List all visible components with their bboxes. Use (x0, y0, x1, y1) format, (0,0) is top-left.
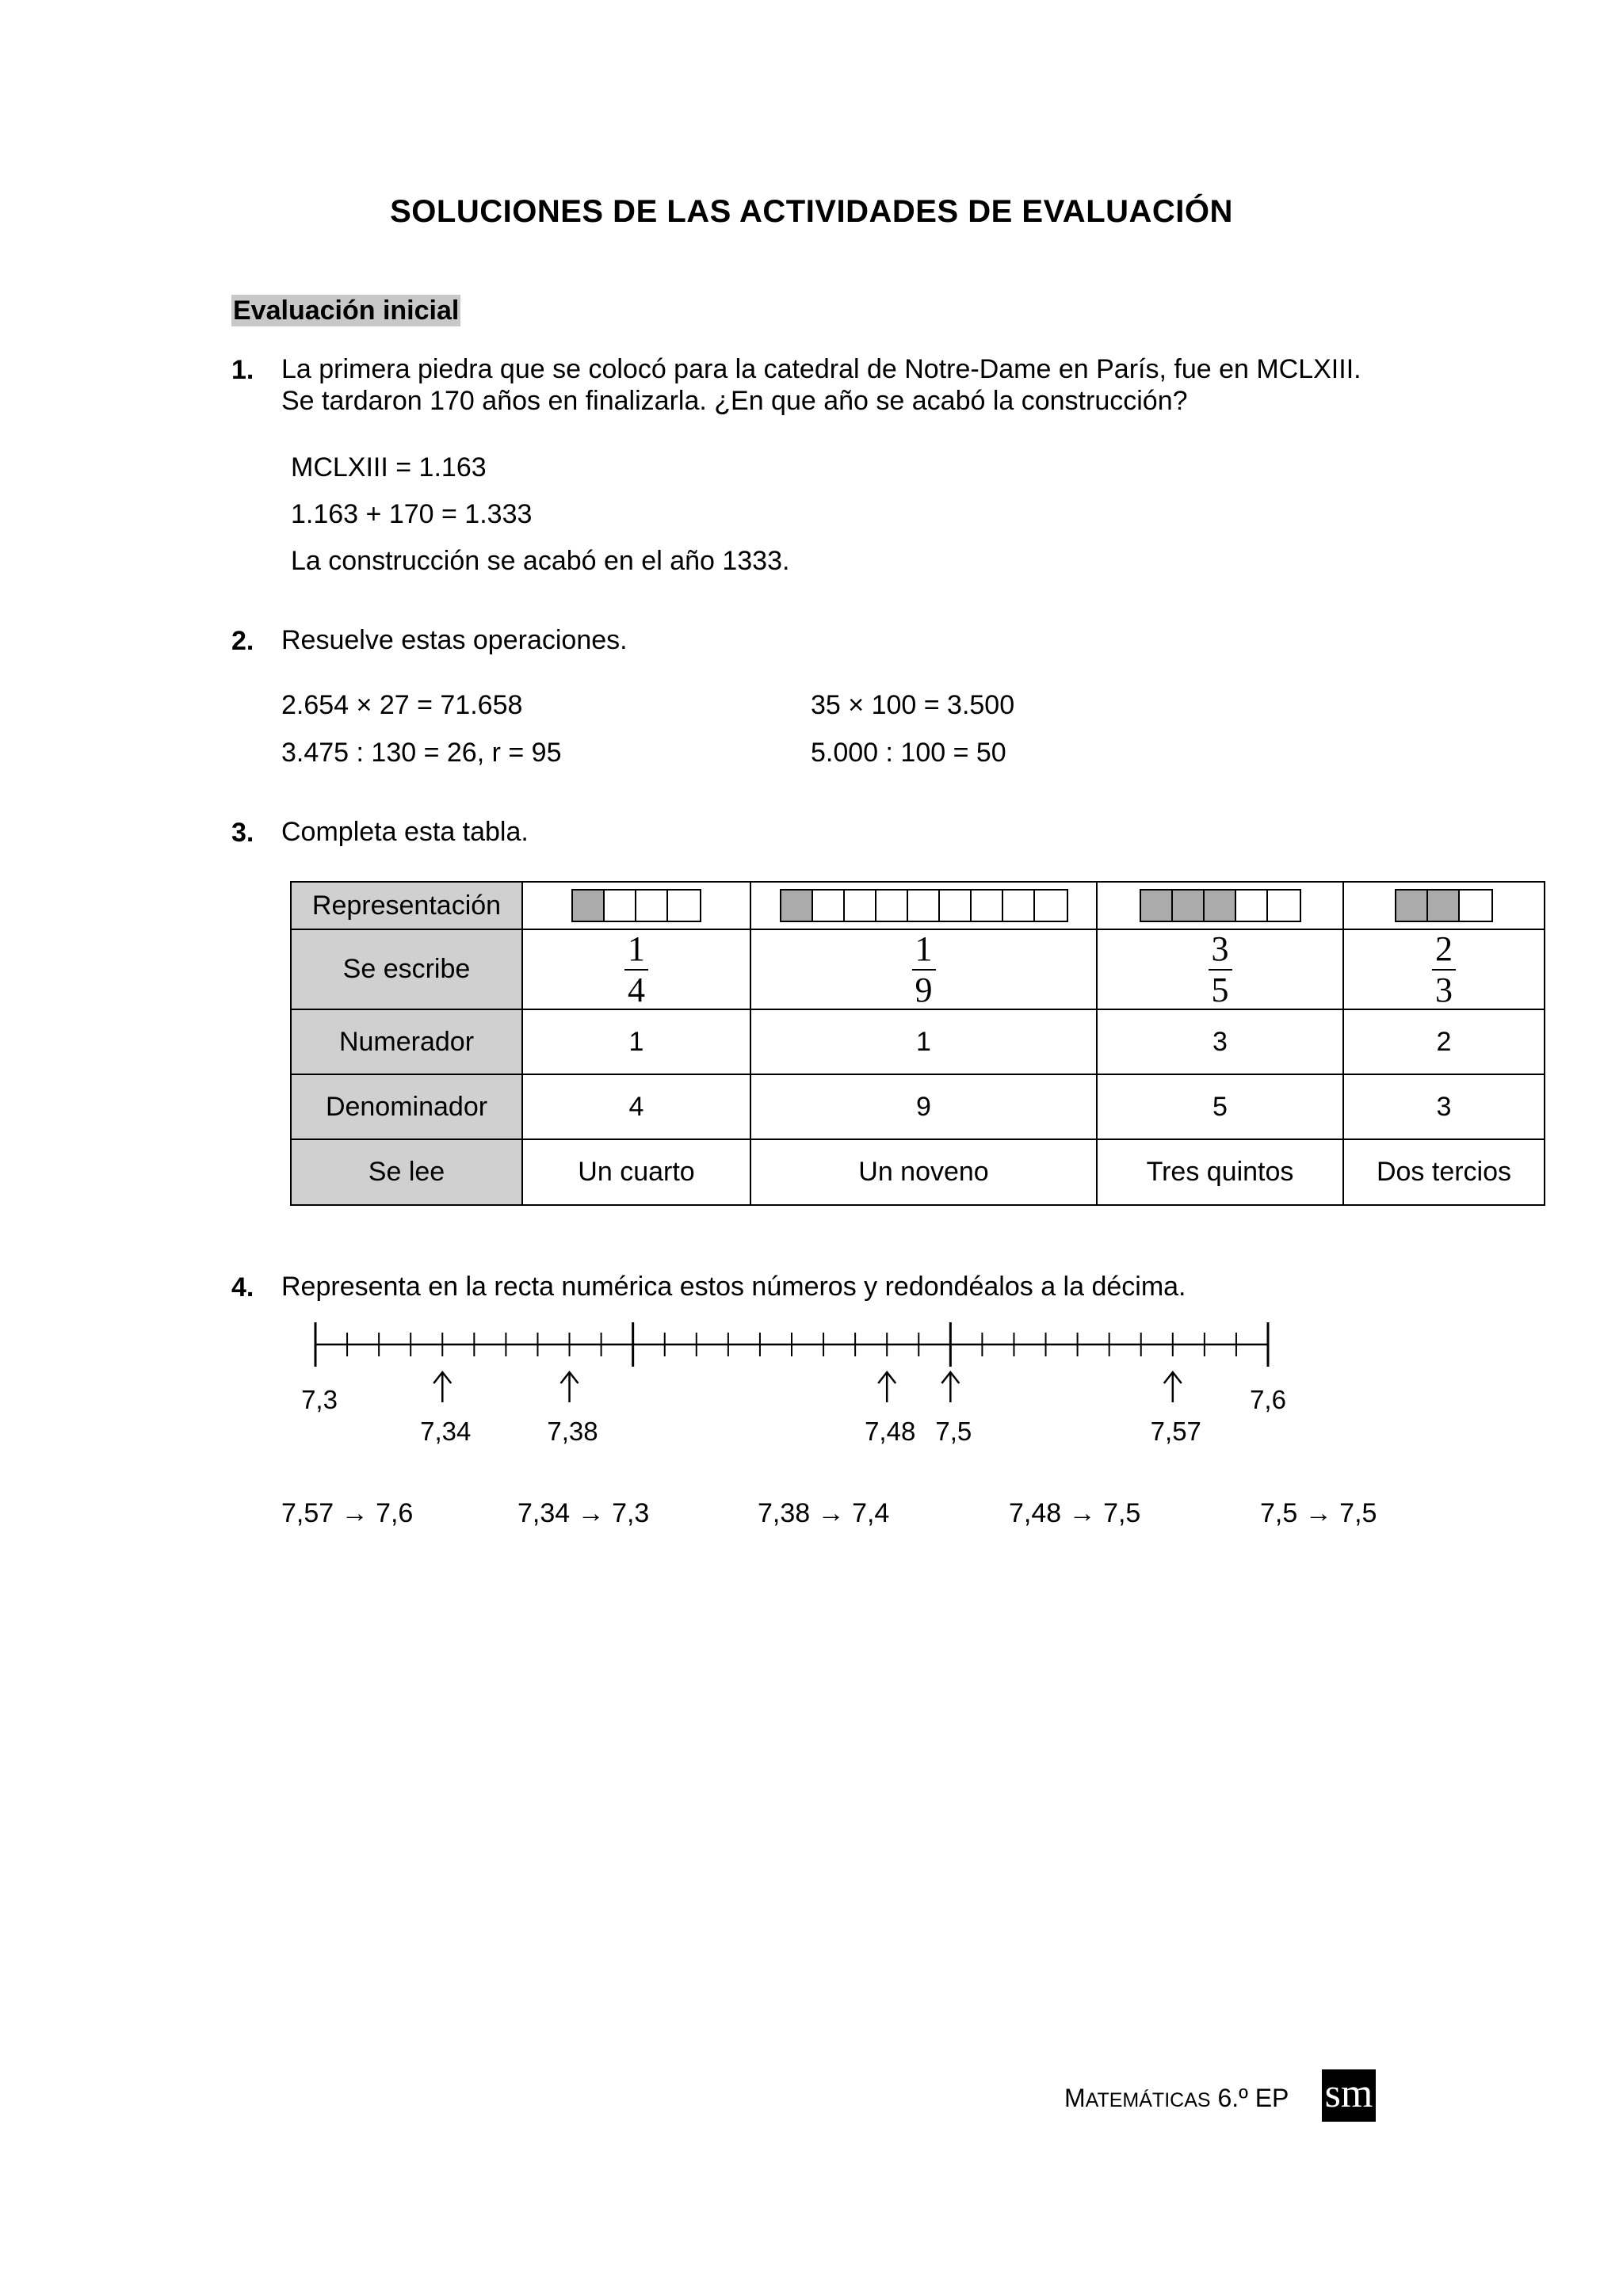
fraction-table (290, 881, 1545, 1206)
empty-segment (605, 891, 636, 921)
question-number-4: 4. (231, 1272, 254, 1302)
question-number-1: 1. (231, 355, 254, 385)
numerator-cell: 1 (522, 1009, 750, 1074)
row-header-denominador: Denominador (291, 1074, 522, 1139)
empty-segment (636, 891, 668, 921)
row-representacion (291, 882, 1545, 929)
row-header-representacion: Representación (291, 882, 522, 929)
fraction (624, 931, 648, 1009)
shaded-segment (1396, 891, 1428, 921)
operation-3: 3.475 : 130 = 26, r = 95 (281, 738, 562, 768)
fraction-cell (1343, 929, 1545, 1009)
number-line (0, 1315, 1623, 1458)
rounding-5: 7,5 → 7,5 (1260, 1498, 1377, 1528)
denominator-cell: 9 (750, 1074, 1097, 1139)
fraction-denominator: 4 (628, 970, 645, 1009)
publisher-logo: sm (1322, 2069, 1376, 2122)
numerator-cell: 1 (750, 1009, 1097, 1074)
row-header-numerador: Numerador (291, 1009, 522, 1074)
number-line-marker (865, 1372, 915, 1446)
fraction-denominator: 5 (1211, 970, 1229, 1009)
shaded-segment (1428, 891, 1460, 921)
number-line-point-label: 7,38 (547, 1417, 598, 1446)
fraction-numerator: 2 (1435, 929, 1453, 968)
empty-segment (972, 891, 1003, 921)
shaded-segment (573, 891, 605, 921)
fraction-bar (780, 889, 1068, 922)
footer-grade: 6.º EP (1217, 2084, 1289, 2112)
reading-cell: Un cuarto (522, 1139, 750, 1205)
empty-segment (1268, 891, 1300, 921)
question-2-prompt: Resuelve estas operaciones. (281, 625, 628, 655)
footer-initial: M (1064, 2084, 1086, 2112)
representation-cell (1097, 882, 1343, 929)
fraction-cell (750, 929, 1097, 1009)
fraction-bar (571, 889, 701, 922)
fraction (1432, 931, 1456, 1009)
number-line-point-label: 7,34 (420, 1417, 472, 1446)
number-line-point-label: 7,48 (865, 1417, 916, 1446)
denominator-cell: 5 (1097, 1074, 1343, 1139)
shaded-segment (1141, 891, 1173, 921)
rounding-2: 7,34 → 7,3 (517, 1498, 650, 1528)
shaded-segment (1205, 891, 1236, 921)
operation-1: 2.654 × 27 = 71.658 (281, 690, 523, 720)
numerator-cell: 2 (1343, 1009, 1545, 1074)
number-line-point-label: 7,5 (935, 1417, 972, 1446)
page-title: SOLUCIONES DE LAS ACTIVIDADES DE EVALUACIÓN (390, 194, 1233, 229)
rounding-3: 7,38 → 7,4 (758, 1498, 890, 1528)
number-line-start-label: 7,3 (301, 1385, 338, 1414)
empty-segment (940, 891, 972, 921)
numerator-cell: 3 (1097, 1009, 1343, 1074)
question-number-2: 2. (231, 626, 254, 656)
empty-segment (1003, 891, 1035, 921)
fraction-cell (1097, 929, 1343, 1009)
fraction-bar (1140, 889, 1301, 922)
empty-segment (845, 891, 876, 921)
representation-cell (750, 882, 1097, 929)
number-line-marker (420, 1372, 471, 1446)
reading-cell: Tres quintos (1097, 1139, 1343, 1205)
operation-2: 35 × 100 = 3.500 (811, 690, 1015, 720)
fraction-numerator: 1 (628, 929, 645, 968)
operation-4: 5.000 : 100 = 50 (811, 738, 1006, 768)
footer-subject (1064, 2084, 1289, 2113)
question-1-answer-2: 1.163 + 170 = 1.333 (291, 499, 533, 529)
row-se-escribe (291, 929, 1545, 1009)
question-1-line-2: Se tardaron 170 años en finalizarla. ¿En que año se acabó la construcción? (281, 386, 1188, 416)
fraction-numerator: 1 (915, 929, 933, 968)
question-number-3: 3. (231, 818, 254, 848)
row-se-lee (291, 1139, 1545, 1205)
empty-segment (813, 891, 845, 921)
empty-segment (1236, 891, 1268, 921)
number-line-marker (1151, 1372, 1201, 1446)
footer-subject-rest: ATEMÁTICAS (1085, 2089, 1211, 2111)
question-1-answer-3: La construcción se acabó en el año 1333. (291, 546, 790, 576)
row-numerador (291, 1009, 1545, 1074)
number-line-end-label: 7,6 (1250, 1385, 1286, 1414)
representation-cell (1343, 882, 1545, 929)
question-1-answer-1: MCLXIII = 1.163 (291, 452, 487, 482)
shaded-segment (1173, 891, 1205, 921)
number-line-marker (935, 1372, 972, 1446)
reading-cell: Un noveno (750, 1139, 1097, 1205)
section-heading: Evaluación inicial (233, 296, 460, 326)
denominator-cell: 4 (522, 1074, 750, 1139)
empty-segment (668, 891, 700, 921)
representation-cell (522, 882, 750, 929)
fraction (912, 931, 936, 1009)
rounding-1: 7,57 → 7,6 (281, 1498, 414, 1528)
fraction-denominator: 3 (1435, 970, 1453, 1009)
number-line-point-label: 7,57 (1150, 1417, 1201, 1446)
row-header-se-lee: Se lee (291, 1139, 522, 1205)
question-4-prompt: Representa en la recta numérica estos números y redondéalos a la décima. (281, 1272, 1186, 1302)
row-denominador (291, 1074, 1545, 1139)
empty-segment (1460, 891, 1491, 921)
number-line-marker (547, 1372, 598, 1446)
row-header-se-escribe: Se escribe (291, 929, 522, 1009)
fraction-bar (1395, 889, 1493, 922)
rounding-4: 7,48 → 7,5 (1009, 1498, 1141, 1528)
empty-segment (1035, 891, 1067, 921)
question-1-line-1: La primera piedra que se colocó para la catedral de Notre-Dame en París, fue en MCLXIII. (281, 354, 1361, 384)
fraction-denominator: 9 (915, 970, 933, 1009)
fraction (1209, 931, 1232, 1009)
empty-segment (876, 891, 908, 921)
fraction-numerator: 3 (1211, 929, 1229, 968)
reading-cell: Dos tercios (1343, 1139, 1545, 1205)
fraction-cell (522, 929, 750, 1009)
shaded-segment (781, 891, 813, 921)
denominator-cell: 3 (1343, 1074, 1545, 1139)
question-3-prompt: Completa esta tabla. (281, 817, 529, 847)
empty-segment (908, 891, 940, 921)
